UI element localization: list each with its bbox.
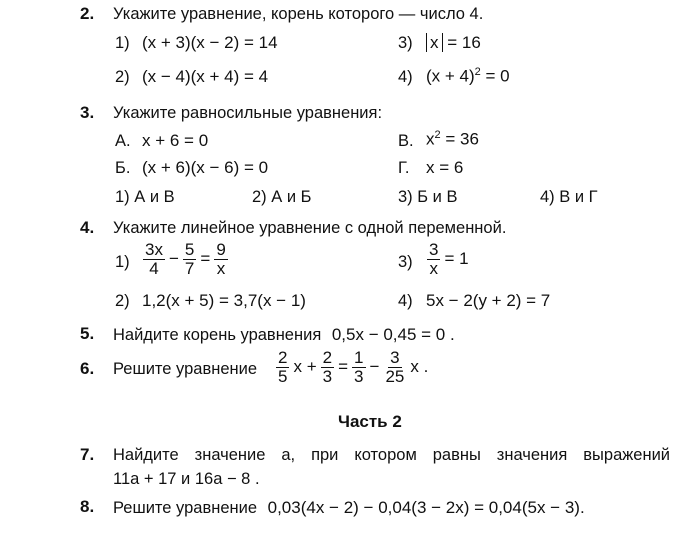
q3-answer-2-label: 2) [252,188,267,206]
q2-opt2-expr: (x − 4)(x + 4) = 4 [142,67,269,86]
q4-opt3-rhs: = 1 [444,249,469,269]
fraction [143,241,165,278]
part2-title: Часть 2 [338,412,402,431]
q7-line2: 11a + 17 и 16a − 8 . [113,470,260,488]
q3-answer-3-text: Б и В [417,188,458,206]
q5-expr: 0,5x − 0,45 = 0 . [331,325,455,344]
q4-opt1-label: 1) [115,253,130,271]
q2-text: Укажите уравнение, корень которого — число 4. [113,5,484,23]
q3-answer-1-label: 1) [115,188,130,206]
q3-text: Укажите равносильные уравнения: [113,104,383,122]
q7-line1: Найдите значение a, при котором равны значения выражений [113,446,670,464]
q4-opt1-expr [142,241,229,278]
numerator: 9 [216,240,226,259]
q3-number: 3. [80,103,95,122]
term: x . [410,357,429,377]
q2-opt3-rhs: = 16 [447,33,481,52]
numerator: 2 [278,348,288,367]
q6-expr [275,349,428,386]
q2-opt4-rhs: = 0 [485,66,510,86]
q6-number: 6. [80,359,95,378]
q2-opt2-label: 2) [115,68,130,86]
fraction [183,241,196,278]
denominator: 5 [278,366,288,386]
q3-answer-4 [540,188,598,207]
q3-answer-1 [115,188,175,207]
denominator: 4 [149,258,159,278]
numerator: 3 [429,240,439,259]
q2-opt1-expr: (x + 3)(x − 2) = 14 [142,33,278,52]
numerator: 3x [145,240,163,259]
q4-opt3-label: 3) [398,253,413,271]
q4-opt4-expr: 5x − 2(y + 2) = 7 [426,291,551,310]
q8-expr: 0,03(4x − 2) − 0,04(3 − 2x) = 0,04(5x − 3). [267,498,585,517]
fraction [383,349,406,386]
q2-opt4-label: 4) [398,68,413,86]
q4-number: 4. [80,218,95,237]
q4-opt2-expr: 1,2(x + 5) = 3,7(x − 1) [142,291,306,310]
q3-eqB-label: Б. [115,159,131,177]
q3-eqV-expr [426,129,479,150]
q3-eqV-base: x [426,129,435,149]
denominator: 7 [184,258,195,278]
fraction [321,349,334,386]
q2-opt3-expr [426,33,481,53]
q3-eqV-exp: 2 [434,129,441,141]
q2-opt4-base: (x + 4) [426,66,475,86]
abs-value-x: x [426,33,443,52]
q2-number: 2. [80,4,95,23]
q4-opt3-expr [426,241,469,278]
q3-eqB-expr: (x + 6)(x − 6) = 0 [142,158,269,177]
numerator: 1 [354,348,364,367]
numerator: 5 [184,240,195,259]
q3-answer-2-text: А и Б [271,188,312,206]
q3-eqV-rhs: = 36 [445,129,479,149]
numerator: 2 [322,348,333,367]
q5-text: Найдите корень уравнения [113,326,322,344]
q3-eqV-label: В. [398,132,414,150]
term: x + [293,357,317,377]
q3-eqG-label: Г. [398,159,410,177]
q7-number: 7. [80,445,95,464]
q3-answer-3 [398,188,457,207]
q3-eqA-label: А. [115,132,131,150]
q3-answer-3-label: 3) [398,188,413,206]
q3-eqG-expr: x = 6 [426,158,464,177]
term: = [338,357,349,377]
q6-text: Решите уравнение [113,360,258,378]
q2-opt4-expr [426,66,510,87]
q4-opt4-label: 4) [398,292,413,310]
fraction [427,241,440,278]
q3-eqA-expr: x + 6 = 0 [142,131,209,150]
q3-answer-1-text: А и В [134,188,175,206]
q3-answer-4-text: В и Г [559,188,598,206]
q3-answer-2 [252,188,311,207]
q2-opt1-label: 1) [115,34,130,52]
q8-text: Решите уравнение [113,499,258,517]
operator: = [200,249,211,269]
denominator: 3 [322,366,333,386]
numerator: 3 [390,348,400,367]
q4-opt2-label: 2) [115,292,130,310]
denominator: 3 [354,366,364,386]
term: − [369,357,380,377]
denominator: 25 [385,366,405,386]
fraction [276,349,289,386]
q2-opt3-label: 3) [398,34,413,52]
q5-line [113,325,455,345]
fraction [352,349,365,386]
operator: − [168,249,179,269]
q8-number: 8. [80,497,95,516]
q5-number: 5. [80,324,95,343]
q2-opt4-exp: 2 [474,66,481,78]
fraction [214,241,227,278]
denominator: x [429,258,438,278]
q8-line [113,498,585,518]
denominator: x [216,258,226,278]
q3-answer-4-label: 4) [540,188,555,206]
q4-text: Укажите линейное уравнение с одной переменной. [113,219,507,237]
